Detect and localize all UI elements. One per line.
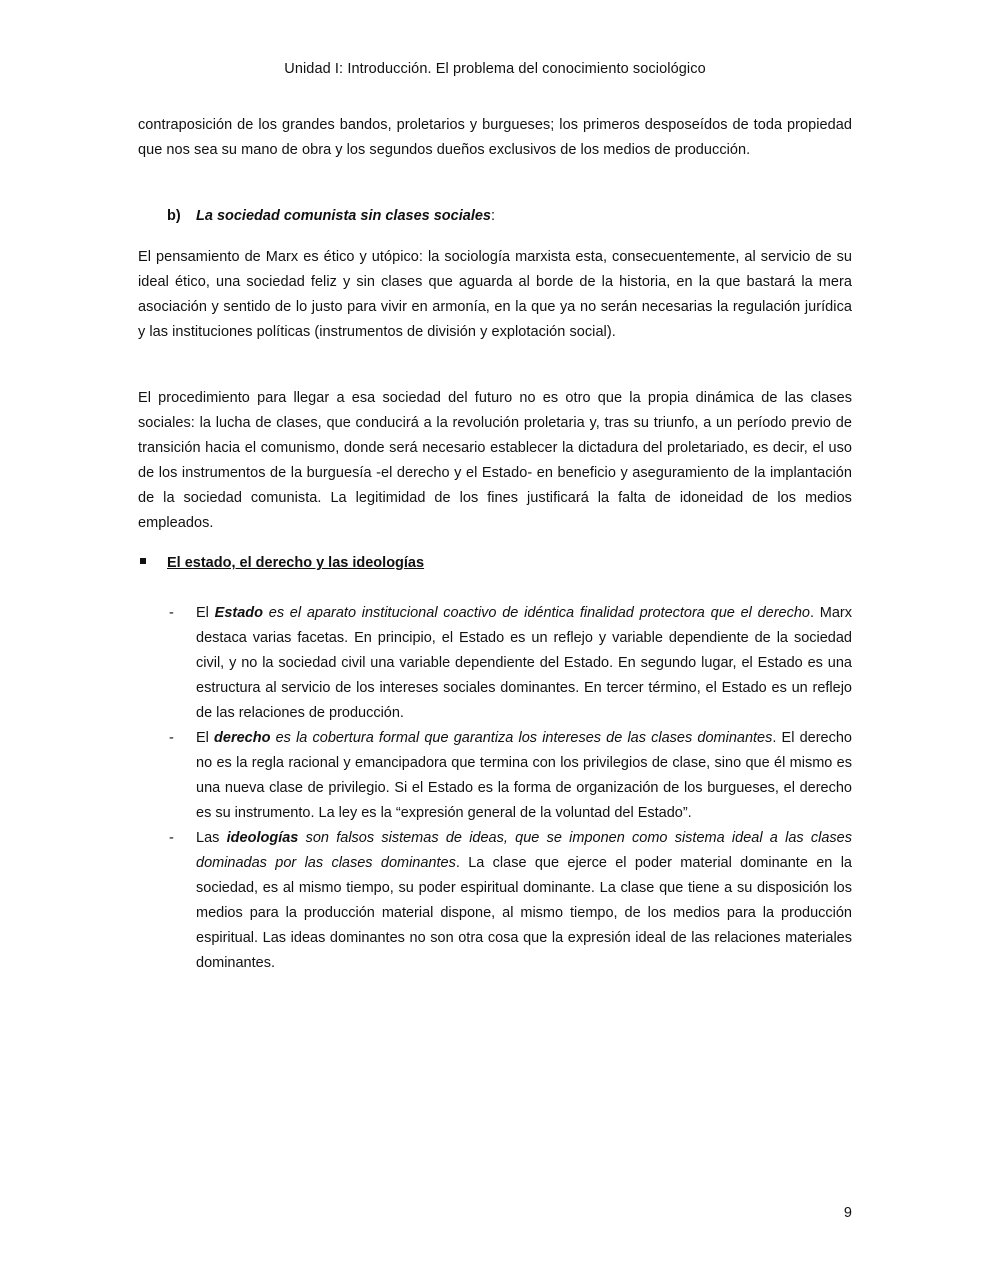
list-item-estado bbox=[167, 601, 852, 726]
list-item-definition: son falsos sistemas de ideas, que se imponen como sistema ideal a las clases dominadas por las clases dominantes bbox=[196, 830, 852, 871]
paragraph-marx: El pensamiento de Marx es ético y utópico: la sociología marxista esta, consecuentemente, al servicio de su ideal ético, una sociedad feliz y sin clases que aguarda al borde de la historia, en la que bastará la mera asociación y sentido de lo justo para vivir en armonía, en la que ya no serán necesarias la regulación jurídica y las instituciones políticas (instrumentos de división y explotación social). bbox=[138, 249, 852, 340]
list-item-term: ideologías bbox=[226, 830, 299, 846]
dash-marker: - bbox=[169, 830, 174, 846]
section-b-title: La sociedad comunista sin clases sociales bbox=[196, 208, 491, 224]
list-item-definition: es el aparato institucional coactivo de idéntica finalidad protectora que el derecho bbox=[263, 605, 810, 621]
list-item-term: derecho bbox=[214, 730, 271, 746]
list-item-lead: Las bbox=[196, 830, 227, 846]
dash-marker: - bbox=[169, 730, 174, 746]
list-item-body: . Marx destaca varias facetas. En principio, el Estado es un reflejo y variable dependiente de la sociedad civil, y no la sociedad civil una variable dependiente del Estado. En segundo lugar, el Estado es una estructura al servicio de los intereses sociales dominantes. En tercer término, el Estado es un reflejo de las relaciones de producción. bbox=[196, 605, 852, 721]
paragraph-procedure: El procedimiento para llegar a esa sociedad del futuro no es otro que la propia dinámica de las clases sociales: la lucha de clases, que conducirá a la revolución proletaria y, tras su triunfo, a un período previo de transición hacia el comunismo, donde será necesario establecer la dictadura del proletariado, es decir, el uso de los instrumentos de la burguesía -el derecho y el Estado- en beneficio y aseguramiento de la implantación de la sociedad comunista. La legitimidad de los fines justificará la falta de idoneidad de los medios empleados. bbox=[138, 390, 852, 531]
section-b-colon: : bbox=[490, 208, 496, 224]
square-bullet-icon bbox=[140, 558, 146, 564]
list-item-derecho bbox=[167, 726, 852, 826]
list-item-ideologias bbox=[167, 826, 852, 976]
bullet-heading-label: El estado, el derecho y las ideologías bbox=[167, 555, 425, 571]
bullet-heading bbox=[138, 551, 424, 576]
list-item-lead: El bbox=[196, 605, 215, 621]
list-item-term: Estado bbox=[214, 605, 263, 621]
list-item-lead: El bbox=[196, 730, 215, 746]
dash-list bbox=[167, 601, 852, 976]
paragraph-intro: contraposición de los grandes bandos, proletarios y burgueses; los primeros desposeídos de toda propiedad que nos sea su mano de obra y los segundos dueños exclusivos de los medios de producción. bbox=[138, 117, 852, 158]
list-item-definition: es la cobertura formal que garantiza los intereses de las clases dominantes bbox=[270, 730, 773, 746]
dash-marker: - bbox=[169, 605, 174, 621]
section-b-heading bbox=[167, 204, 495, 229]
page-number: 9 bbox=[843, 1205, 852, 1221]
list-item-body: . El derecho no es la regla racional y emancipadora que termina con los privilegios de clase, sino que él mismo es una nueva clase de privilegio. Si el Estado es la forma de organización de los burgueses, el derecho es su instrumento. La ley es la “expresión general de la voluntad del Estado”. bbox=[196, 730, 852, 821]
section-b-marker: b) bbox=[167, 208, 181, 224]
running-header: Unidad I: Introducción. El problema del conocimiento sociológico bbox=[284, 61, 706, 77]
list-item-body: . La clase que ejerce el poder material dominante en la sociedad, es al mismo tiempo, su poder espiritual dominante. La clase que tiene a su disposición los medios para la producción material dispone, al mismo tiempo, de los medios para la producción espiritual. Las ideas dominantes no son otra cosa que la expresión ideal de las relaciones materiales dominantes. bbox=[196, 855, 852, 971]
